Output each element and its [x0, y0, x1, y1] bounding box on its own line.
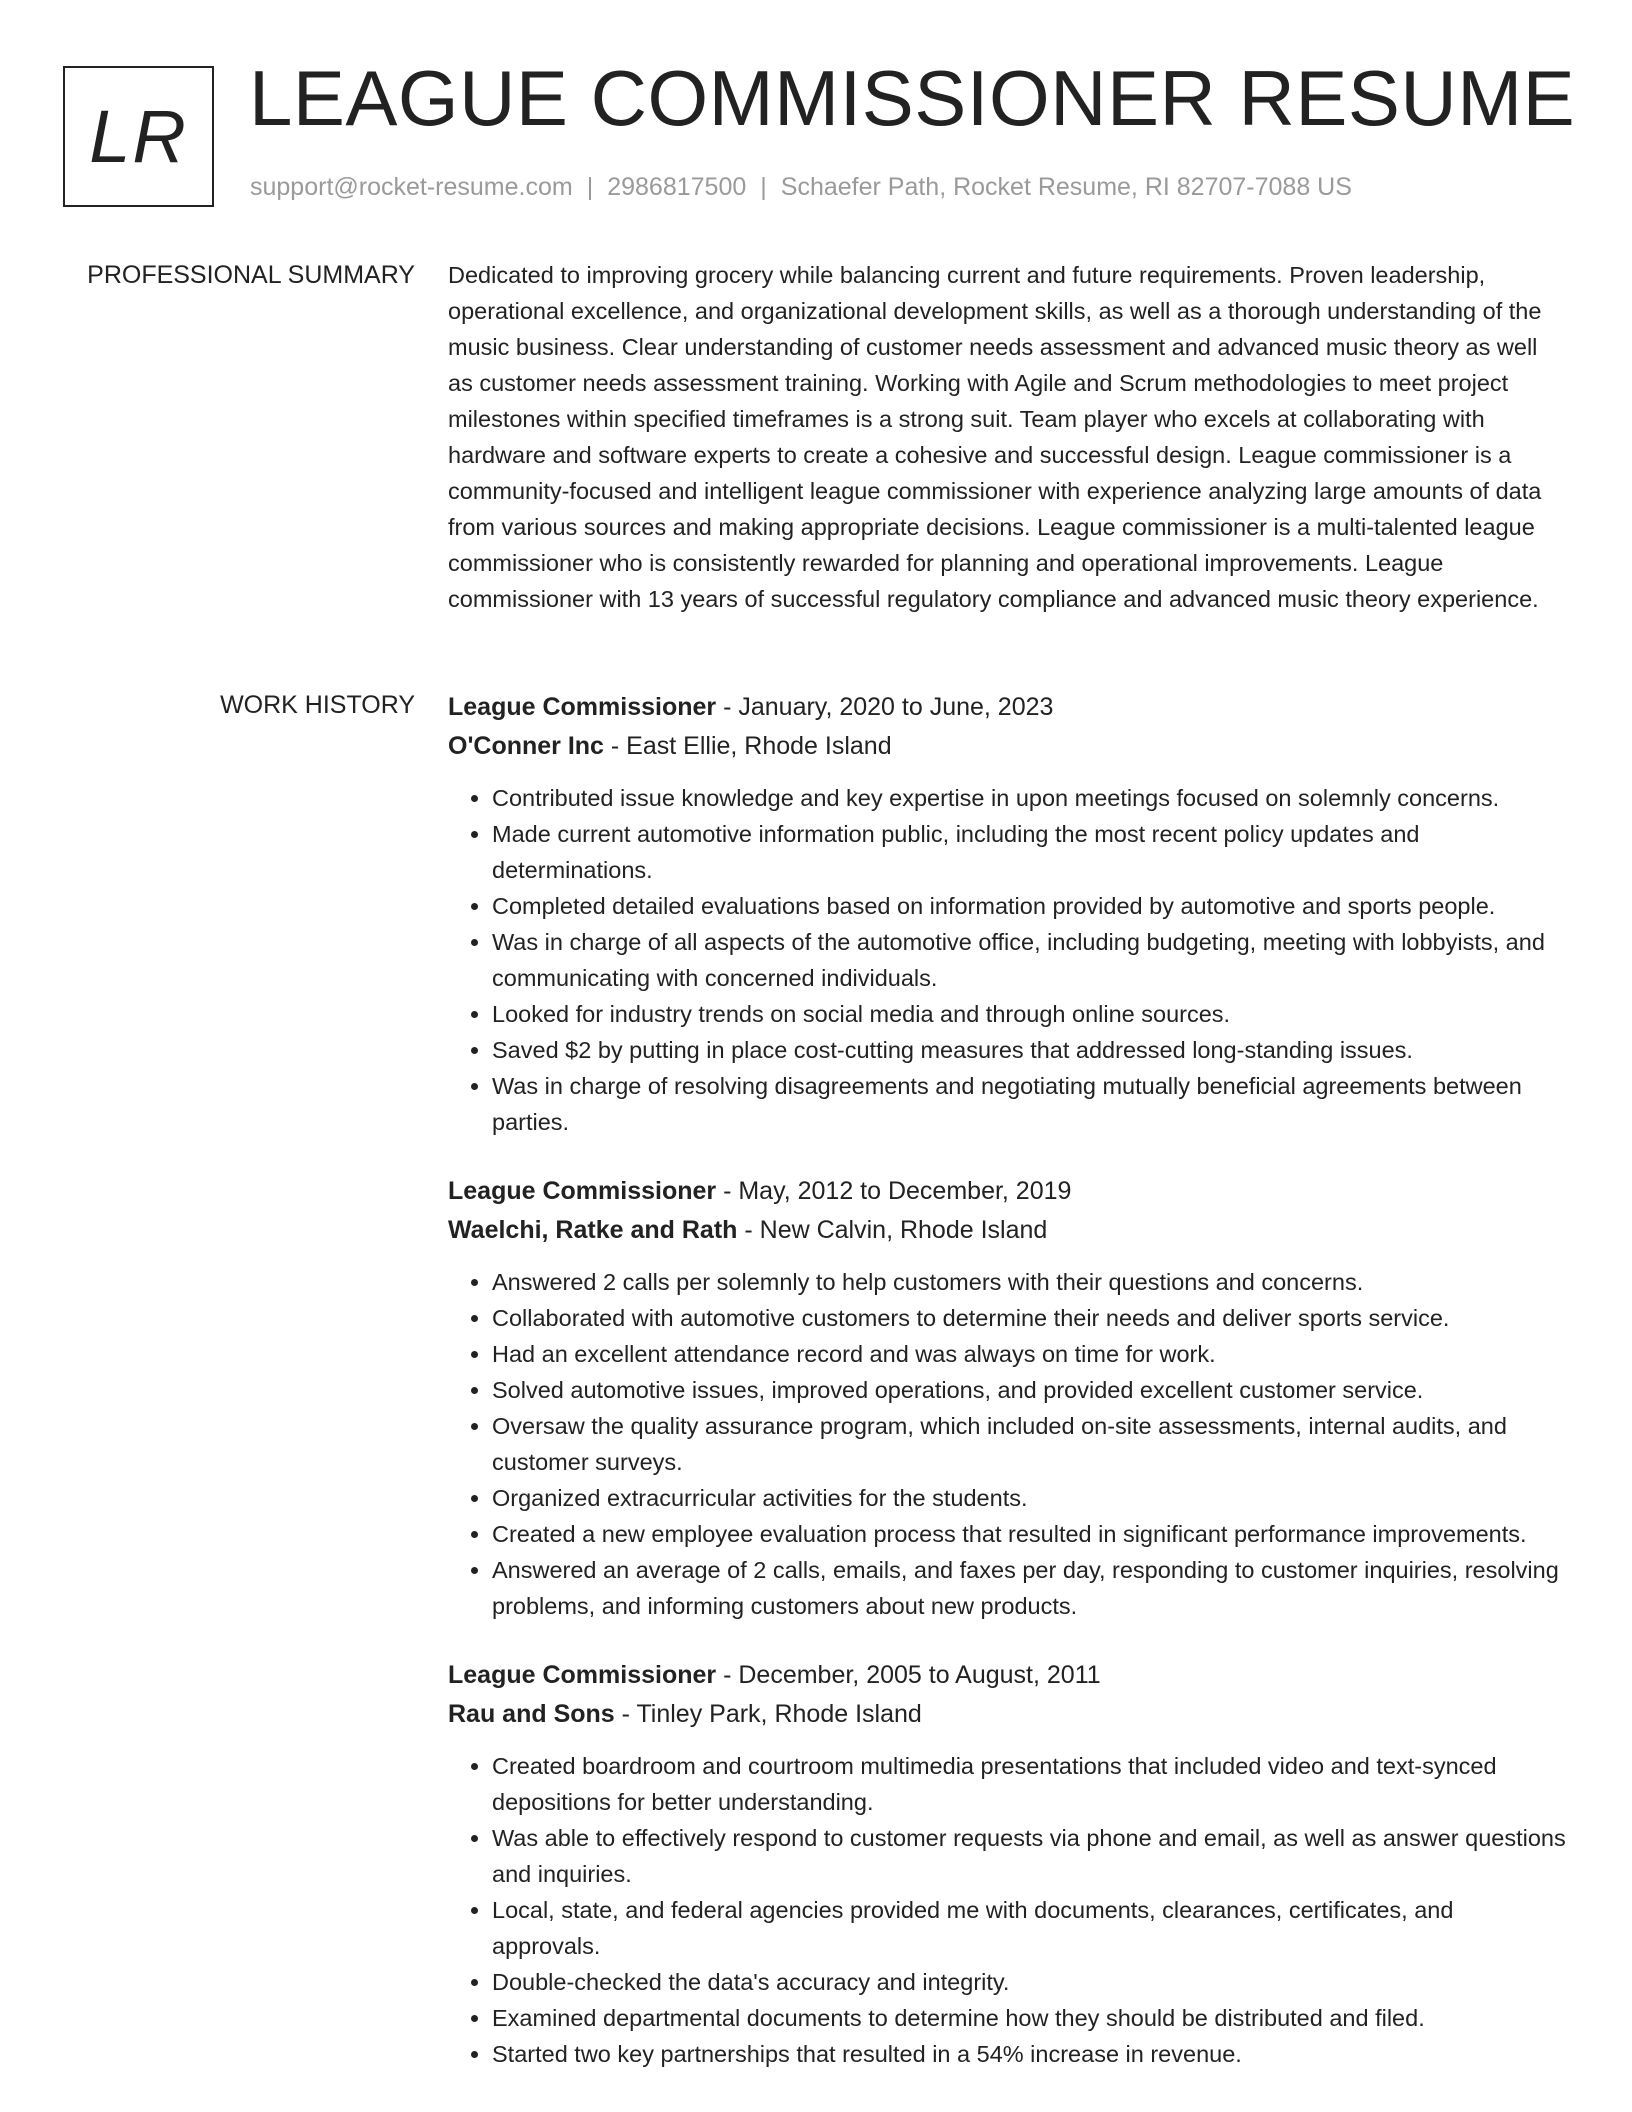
section-heading-summary: PROFESSIONAL SUMMARY	[87, 261, 415, 289]
job-bullet: • Collaborated with automotive customers to determine their needs and deliver sports service.	[492, 1300, 1568, 1336]
job-bullet: • Created a new employee evaluation process that resulted in significant performance improvements.	[492, 1516, 1568, 1552]
job-entry	[448, 1656, 1568, 2072]
contact-separator: |	[586, 173, 594, 201]
job-bullet: • Looked for industry trends on social media and through online sources.	[492, 996, 1568, 1032]
job-bullet: • Contributed issue knowledge and key expertise in upon meetings focused on solemnly concerns.	[492, 780, 1568, 816]
job-dates: - January, 2020 to June, 2023	[716, 693, 1054, 721]
job-dates: - December, 2005 to August, 2011	[716, 1661, 1101, 1689]
contact-phone: 2986817500	[607, 173, 747, 201]
job-bullet: • Examined departmental documents to determine how they should be distributed and filed.	[492, 2000, 1568, 2036]
job-bullet: • Local, state, and federal agencies provided me with documents, clearances, certificates, and approvals.	[492, 1892, 1568, 1964]
job-bullet-list	[448, 780, 1568, 1140]
summary-text: Dedicated to improving grocery while balancing current and future requirements. Proven leadership, operational excellence, and organizational development skills, as well as a thorough understanding of the music business. Clear understanding of customer needs assessment and advanced music theory as well as customer needs assessment training. Working with Agile and Scrum methodologies to meet project milestones within specified timeframes is a strong suit. Team player who excels at collaborating with hardware and software experts to create a cohesive and successful design. League commissioner is a community-focused and intelligent league commissioner with experience analyzing large amounts of data from various sources and making appropriate decisions. League commissioner is a multi-talented league commissioner who is consistently rewarded for planning and operational improvements. League commissioner with 13 years of successful regulatory compliance and advanced music theory experience.	[448, 262, 1542, 612]
job-bullet: • Completed detailed evaluations based on information provided by automotive and sports people.	[492, 888, 1568, 924]
contact-email[interactable]: support@rocket-resume.com	[250, 173, 573, 201]
page-title: LEAGUE COMMISSIONER RESUME	[249, 54, 1576, 142]
job-bullet: • Answered 2 calls per solemnly to help customers with their questions and concerns.	[492, 1264, 1568, 1300]
job-bullet: • Answered an average of 2 calls, emails, and faxes per day, responding to customer inquiries, resolving problems, and informing customers about new products.	[492, 1552, 1568, 1624]
contact-line	[250, 173, 1352, 202]
job-bullet: • Was able to effectively respond to customer requests via phone and email, as well as answer questions and inquiries.	[492, 1820, 1568, 1892]
work-history-content	[448, 688, 1568, 2104]
job-entry	[448, 688, 1568, 1140]
job-bullet: • Was in charge of all aspects of the automotive office, including budgeting, meeting with lobbyists, and communicating with concerned individuals.	[492, 924, 1568, 996]
job-dates: - May, 2012 to December, 2019	[716, 1177, 1072, 1205]
contact-separator: |	[760, 173, 767, 201]
job-bullet: • Was in charge of resolving disagreements and negotiating mutually beneficial agreements between parties.	[492, 1068, 1568, 1140]
job-bullet: • Saved $2 by putting in place cost-cutting measures that addressed long-standing issues.	[492, 1032, 1568, 1068]
job-bullet-list	[448, 1264, 1568, 1624]
job-company-line	[448, 727, 1568, 766]
job-bullet: • Organized extracurricular activities for the students.	[492, 1480, 1568, 1516]
job-title-line	[448, 1656, 1568, 1695]
job-company-line	[448, 1211, 1568, 1250]
job-bullet: • Made current automotive information public, including the most recent policy updates and determinations.	[492, 816, 1568, 888]
monogram-logo: LR	[63, 66, 214, 207]
job-title-line	[448, 688, 1568, 727]
job-company: Waelchi, Ratke and Rath	[448, 1216, 738, 1244]
job-title: League Commissioner	[448, 1177, 717, 1205]
job-bullet: • Started two key partnerships that resulted in a 54% increase in revenue.	[492, 2036, 1568, 2072]
job-bullet-list	[448, 1748, 1568, 2072]
summary-content	[448, 257, 1568, 617]
job-title: League Commissioner	[448, 693, 717, 721]
job-bullet: • Created boardroom and courtroom multimedia presentations that included video and text-synced depositions for better understanding.	[492, 1748, 1568, 1820]
section-heading-work-history: WORK HISTORY	[220, 691, 415, 719]
job-title: League Commissioner	[448, 1661, 717, 1689]
job-location: - Tinley Park, Rhode Island	[614, 1700, 922, 1728]
job-company-line	[448, 1695, 1568, 1734]
contact-address: Schaefer Path, Rocket Resume, RI 82707-7088 US	[780, 173, 1352, 201]
job-company: O'Conner Inc	[448, 732, 604, 760]
job-location: - East Ellie, Rhode Island	[603, 732, 892, 760]
job-bullet: • Oversaw the quality assurance program, which included on-site assessments, internal audits, and customer surveys.	[492, 1408, 1568, 1480]
job-bullet: • Double-checked the data's accuracy and integrity.	[492, 1964, 1568, 2000]
job-company: Rau and Sons	[448, 1700, 615, 1728]
job-bullet: • Solved automotive issues, improved operations, and provided excellent customer service.	[492, 1372, 1568, 1408]
job-title-line	[448, 1172, 1568, 1211]
job-location: - New Calvin, Rhode Island	[737, 1216, 1048, 1244]
job-bullet: • Had an excellent attendance record and was always on time for work.	[492, 1336, 1568, 1372]
job-entry	[448, 1172, 1568, 1624]
